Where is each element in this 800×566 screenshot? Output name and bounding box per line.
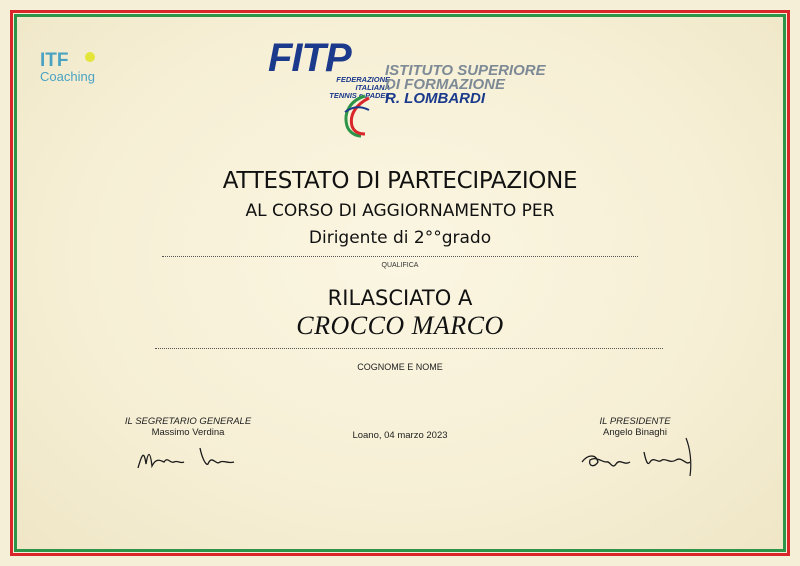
place-date: Loano, 04 marzo 2023 [352, 430, 448, 441]
itf-coaching-logo [40, 50, 95, 84]
fitp-sub-line: FEDERAZIONE [336, 75, 390, 84]
fitp-sub-line: ITALIANA [355, 83, 390, 92]
tennis-ball-icon [85, 52, 95, 62]
course-line: AL CORSO DI AGGIORNAMENTO PER [245, 201, 555, 221]
name-label: COGNOME E NOME [357, 362, 443, 372]
itf-brand: ITF [40, 50, 69, 71]
dotted-line [162, 256, 638, 257]
institute-line: ISTITUTO SUPERIORE [385, 62, 546, 79]
qualification-label: QUALIFICA [381, 262, 419, 269]
fitp-sub-line: TENNIS e PADEL [329, 91, 390, 100]
signatory-role: IL PRESIDENTE [599, 416, 671, 427]
institute-line: DI FORMAZIONE [385, 76, 505, 93]
fitp-logo [240, 38, 390, 108]
fitp-swoosh-icon [335, 92, 375, 140]
institute-logo [385, 64, 546, 106]
recipient-name: CROCCO MARCO [296, 311, 504, 340]
handwritten-signature-left [136, 444, 240, 472]
certificate-title: ATTESTATO DI PARTECIPAZIONE [222, 168, 578, 194]
institute-line: R. LOMBARDI [385, 90, 485, 107]
signatory-name: Massimo Verdina [151, 427, 225, 438]
fitp-title: FITP [268, 36, 351, 80]
qualification-value: Dirigente di 2°°grado [308, 228, 492, 248]
issued-to-label: RILASCIATO A [327, 286, 473, 310]
handwritten-signature-right [578, 432, 702, 478]
signatory-name: Angelo Binaghi [603, 427, 667, 438]
dotted-line [155, 348, 663, 349]
itf-sub: Coaching [40, 69, 95, 84]
signatory-role: IL SEGRETARIO GENERALE [124, 416, 252, 427]
